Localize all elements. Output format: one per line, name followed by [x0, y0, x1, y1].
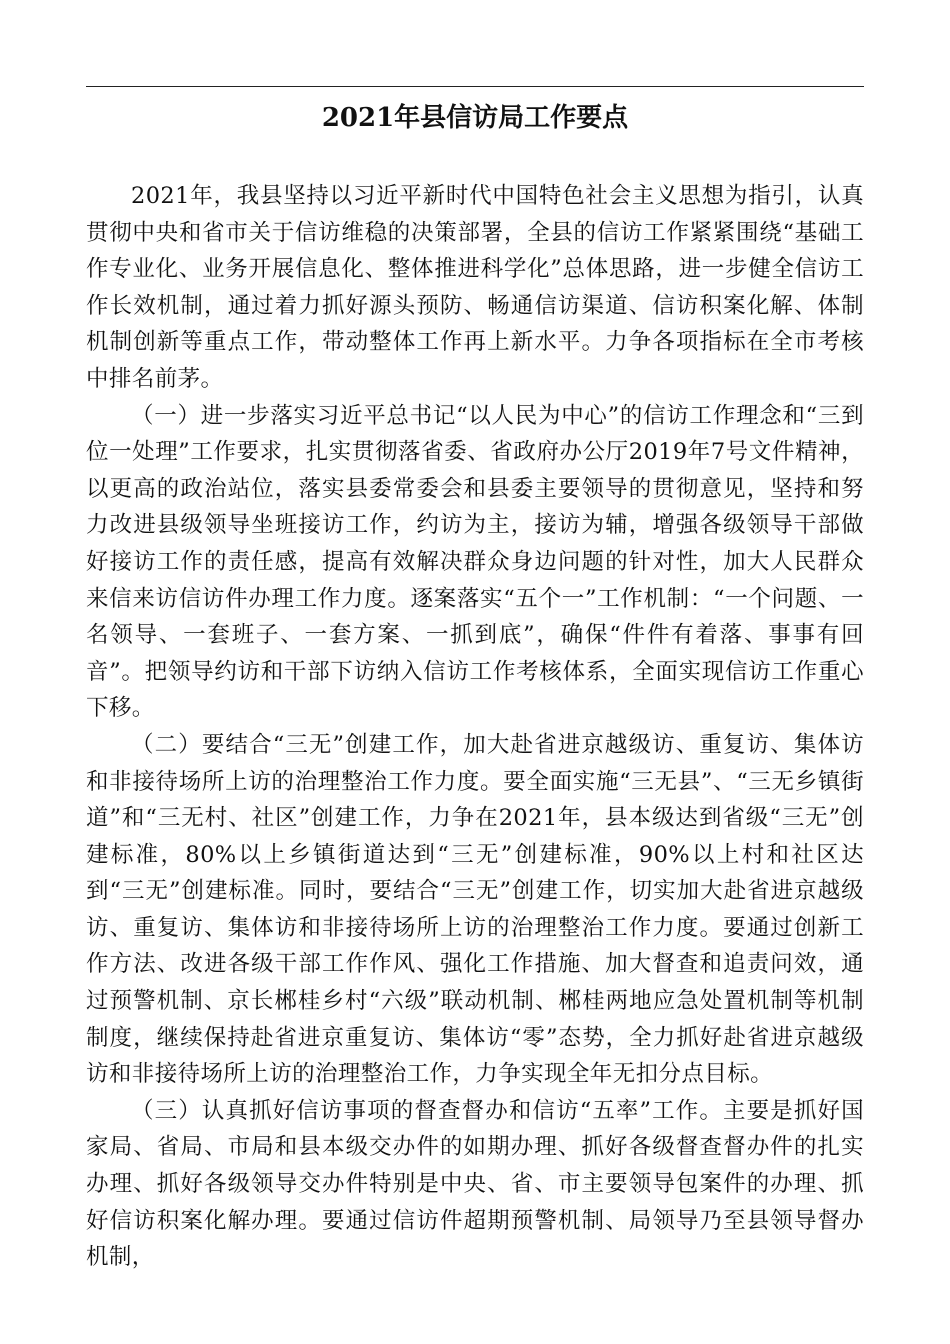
paragraph-section-2: （二）要结合“三无”创建工作，加大赴省进京越级访、重复访、集体访和非接待场所上访的治理整治工作力度。要全面实施“三无县”、“三无乡镇街道”和“三无村、社区”创建工作，力争在2021年，县本级达到省级“三无”创建标准，80%以上乡镇街道达到“三无”创建标准，90%以上村和社区达到“三无”创建标准。同时，要结合“三无”创建工作，切实加大赴省进京越级访、重复访、集体访和非接待场所上访的治理整治工作力度。要通过创新工作方法、改进各级干部工作作风、强化工作措施、加大督查和追责问效，通过预警机制、京长郴桂乡村“六级”联动机制、郴桂两地应急处置机制等机制制度，继续保持赴省进京重复访、集体访“零”态势，全力抓好赴省进京越级访和非接待场所上访的治理整治工作，力争实现全年无扣分点目标。 — [86, 731, 864, 1088]
header-rule — [86, 86, 864, 87]
paragraph-intro: 2021年，我县坚持以习近平新时代中国特色社会主义思想为指引，认真贯彻中央和省市关于信访维稳的决策部署，全县的信访工作紧紧围绕“基础工作专业化、业务开展信息化、整体推进科学化”总体思路，进一步健全信访工作长效机制，通过着力抓好源头预防、畅通信访渠道、信访积案化解、体制机制创新等重点工作，带动整体工作再上新水平。力争各项指标在全市考核中排名前茅。 — [86, 183, 864, 392]
document-title: 2021年县信访局工作要点 — [321, 103, 629, 133]
document-body — [86, 178, 864, 1276]
paragraph-section-3: （三）认真抓好信访事项的督查督办和信访“五率”工作。主要是抓好国家局、省局、市局和县本级交办件的如期办理、抓好各级督查督办件的扎实办理、抓好各级领导交办件特别是中央、省、市主要领导包案件的办理、抓好信访积案化解办理。要通过信访件超期预警机制、局领导乃至县领导督办机制， — [86, 1097, 864, 1271]
paragraph-section-1: （一）进一步落实习近平总书记“以人民为中心”的信访工作理念和“三到位一处理”工作要求，扎实贯彻落省委、省政府办公厅2019年7号文件精神，以更高的政治站位，落实县委常委会和县委主要领导的贯彻意见，坚持和努力改进县级领导坐班接访工作，约访为主，接访为辅，增强各级领导干部做好接访工作的责任感，提高有效解决群众身边问题的针对性，加大人民群众来信来访信访件办理工作力度。逐案落实“五个一”工作机制：“一个问题、一名领导、一套班子、一套方案、一抓到底”，确保“件件有着落、事事有回音”。把领导约访和干部下访纳入信访工作考核体系，全面实现信访工作重心下移。 — [86, 402, 864, 722]
